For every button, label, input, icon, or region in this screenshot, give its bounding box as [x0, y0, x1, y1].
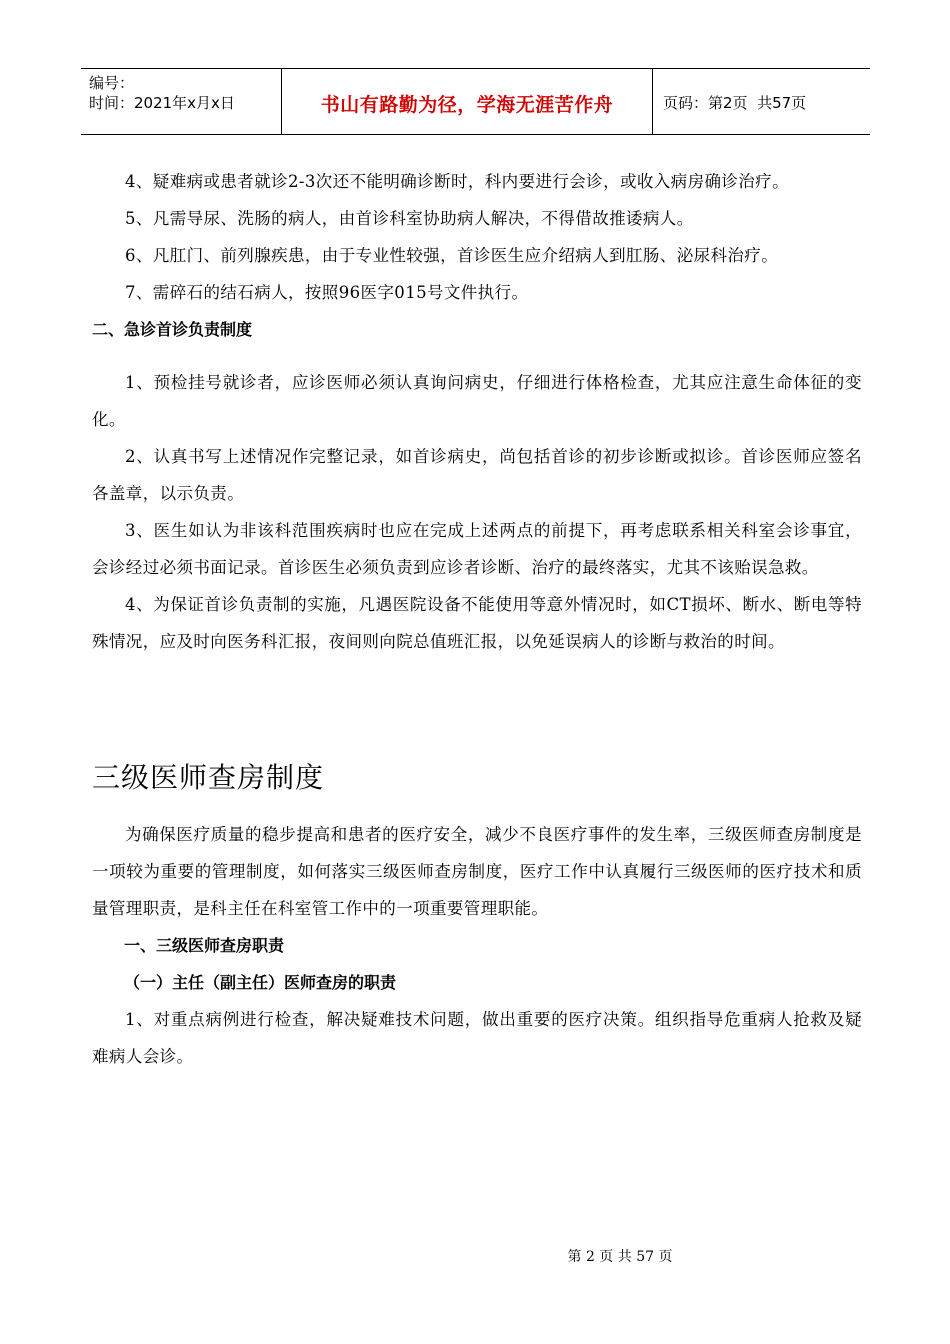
emergency-paragraph-2: 2、认真书写上述情况作完整记录，如首诊病史，尚包括首诊的初步诊断或拟诊。首诊医师应签名各盖章，以示负责。 [92, 447, 862, 503]
document-header [81, 68, 870, 135]
document-number-label: 编号： [89, 74, 135, 92]
paragraph-item-7: 7、需碎石的结石病人，按照96医字015号文件执行。 [125, 283, 529, 302]
paragraph-item-6: 6、凡肛门、前列腺疾患，由于专业性较强，首诊医生应介绍病人到肛肠、泌尿科治疗。 [125, 246, 779, 265]
emergency-paragraph-3: 3、医生如认为非该科范围疾病时也应在完成上述两点的前提下，再考虑联系相关科室会诊事宜，会诊经过必须书面记录。首诊医生必须负责到应诊者诊断、治疗的最终落实，尤其不该贻误急救。 [92, 521, 862, 577]
emergency-paragraph-4: 4、为保证首诊负责制的实施，凡遇医院设备不能使用等意外情况时，如CT损坏、断水、断电等特殊情况，应及时向医务科汇报，夜间则向院总值班汇报，以免延误病人的诊断与救治的时间。 [92, 595, 862, 651]
rounds-heading-duties: 一、三级医师查房职责 [124, 936, 285, 955]
page-footer: 第 2 页 共 57 页 [567, 1249, 673, 1265]
rounds-title: 三级医师查房制度 [92, 761, 325, 794]
rounds-subheading-director: （一）主任（副主任）医师查房的职责 [124, 973, 397, 992]
document-body [92, 163, 862, 1075]
paragraph-item-4: 4、疑难病或患者就诊2-3次还不能明确诊断时，科内要进行会诊，或收入病房确诊治疗。 [125, 172, 789, 191]
rounds-intro: 为确保医疗质量的稳步提高和患者的医疗安全，减少不良医疗事件的发生率，三级医师查房制度是一项较为重要的管理制度，如何落实三级医师查房制度，医疗工作中认真履行三级医师的医疗技术和质量管理职责，是科主任在科室管工作中的一项重要管理职能。 [92, 825, 862, 918]
header-page-info: 页码：第2页 共57页 [663, 94, 807, 112]
section-heading-emergency: 二、急诊首诊负责制度 [92, 320, 253, 339]
emergency-paragraph-1: 1、预检挂号就诊者，应诊医师必须认真询问病史，仔细进行体格检查，尤其应注意生命体征的变化。 [92, 373, 862, 429]
header-motto-cell [281, 69, 653, 134]
header-motto: 书山有路勤为径，学海无涯苦作舟 [320, 94, 614, 116]
header-meta [81, 69, 281, 134]
rounds-paragraph-1: 1、对重点病例进行检查，解决疑难技术问题，做出重要的医疗决策。组织指导危重病人抢救及疑难病人会诊。 [92, 1010, 862, 1066]
document-time-label: 时间：2021年x月x日 [89, 94, 235, 112]
paragraph-item-5: 5、凡需导尿、洗肠的病人，由首诊科室协助病人解决，不得借故推诿病人。 [125, 209, 694, 228]
